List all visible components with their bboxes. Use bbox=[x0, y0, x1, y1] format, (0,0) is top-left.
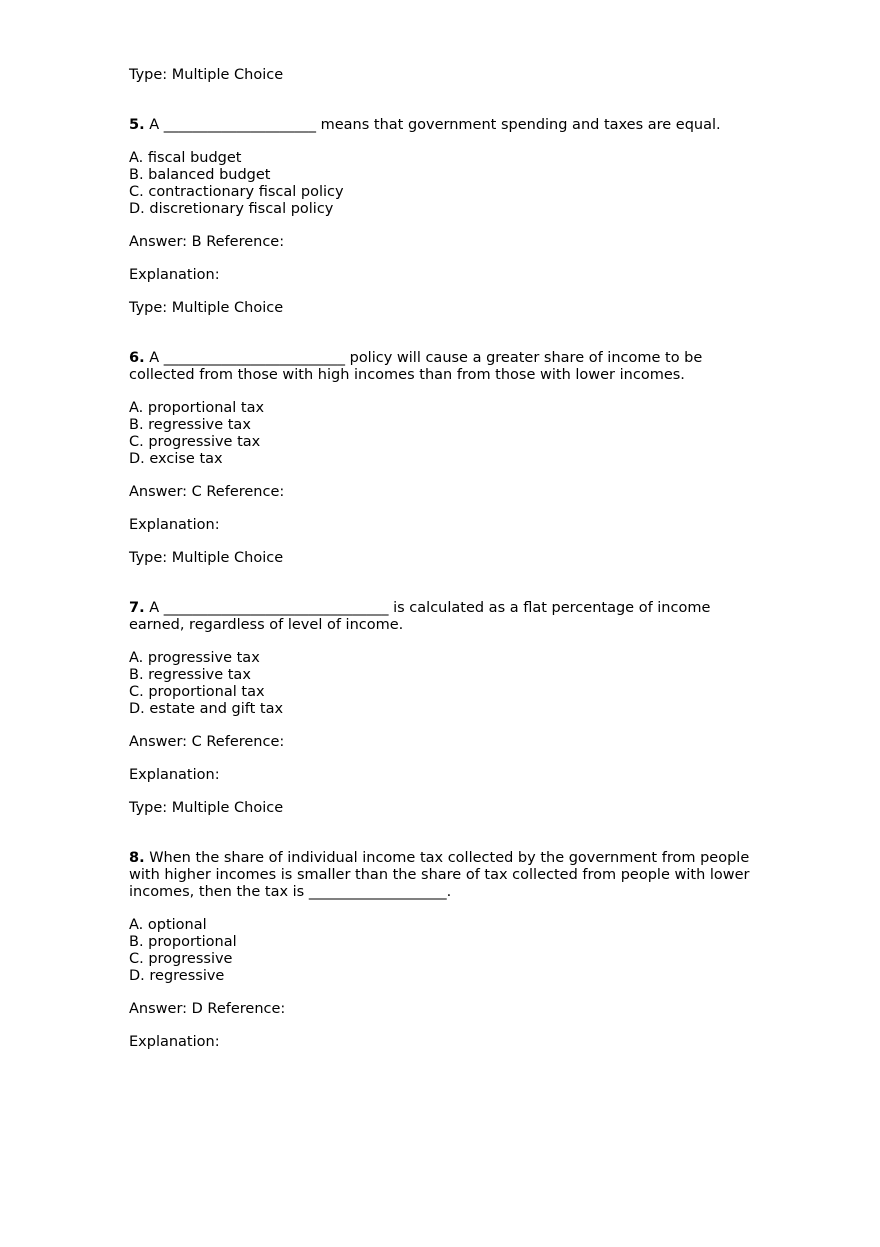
option-b: B. proportional bbox=[129, 934, 237, 950]
option-c: C. progressive tax bbox=[129, 434, 261, 450]
stem-after: means that government spending and taxes are equal. bbox=[316, 117, 721, 133]
question-type-label: Type: Multiple Choice bbox=[129, 67, 284, 83]
explanation-line: Explanation: bbox=[129, 267, 220, 283]
answer-line: Answer: C Reference: bbox=[129, 484, 285, 500]
option-b: B. balanced budget bbox=[129, 167, 271, 183]
option-d: D. discretionary fiscal policy bbox=[129, 201, 334, 217]
option-c: C. proportional tax bbox=[129, 684, 265, 700]
explanation-line: Explanation: bbox=[129, 1034, 220, 1050]
question-7 bbox=[129, 600, 759, 817]
question-type-label: Type: Multiple Choice bbox=[129, 550, 284, 566]
option-a: A. optional bbox=[129, 917, 207, 933]
option-list bbox=[129, 400, 759, 468]
question-stem bbox=[129, 850, 759, 901]
option-b: B. regressive tax bbox=[129, 667, 251, 683]
question-5 bbox=[129, 117, 759, 317]
option-b: B. regressive tax bbox=[129, 417, 251, 433]
stem-before: A bbox=[144, 600, 164, 616]
option-list bbox=[129, 650, 759, 718]
document-page bbox=[129, 67, 759, 1051]
stem-before: A bbox=[144, 117, 164, 133]
explanation-line: Explanation: bbox=[129, 517, 220, 533]
option-a: A. proportional tax bbox=[129, 400, 265, 416]
explanation-line: Explanation: bbox=[129, 767, 220, 783]
question-number: 7. bbox=[129, 600, 145, 616]
question-stem bbox=[129, 117, 759, 134]
option-list bbox=[129, 917, 759, 985]
question-8 bbox=[129, 850, 759, 1051]
option-c: C. progressive bbox=[129, 951, 233, 967]
question-stem bbox=[129, 350, 759, 384]
question-6 bbox=[129, 350, 759, 567]
option-a: A. progressive tax bbox=[129, 650, 260, 666]
stem-after: policy will cause a greater share of income to be collected from those with high incomes than from those with lower incomes. bbox=[129, 350, 703, 383]
question-number: 5. bbox=[129, 117, 145, 133]
option-c: C. contractionary fiscal policy bbox=[129, 184, 344, 200]
answer-line: Answer: C Reference: bbox=[129, 734, 285, 750]
option-list bbox=[129, 150, 759, 218]
question-type-label: Type: Multiple Choice bbox=[129, 300, 284, 316]
option-d: D. excise tax bbox=[129, 451, 223, 467]
stem-after: . bbox=[446, 884, 452, 900]
question-number: 6. bbox=[129, 350, 145, 366]
question-stem bbox=[129, 600, 759, 634]
answer-blank: _______________________________ bbox=[163, 600, 389, 616]
answer-blank: _____________________ bbox=[163, 117, 316, 133]
question-number: 8. bbox=[129, 850, 145, 866]
stem-after: is calculated as a flat percentage of income earned, regardless of level of income. bbox=[129, 600, 711, 633]
answer-line: Answer: B Reference: bbox=[129, 234, 285, 250]
answer-blank: _________________________ bbox=[163, 350, 345, 366]
stem-before: When the share of individual income tax collected by the government from people with higher incomes is smaller than the share of tax collected from people with lower incomes, then the tax is bbox=[129, 850, 750, 900]
question-type-label: Type: Multiple Choice bbox=[129, 800, 284, 816]
option-d: D. estate and gift tax bbox=[129, 701, 284, 717]
answer-line: Answer: D Reference: bbox=[129, 1001, 286, 1017]
option-a: A. fiscal budget bbox=[129, 150, 242, 166]
stem-before: A bbox=[144, 350, 164, 366]
answer-blank: ___________________ bbox=[308, 884, 447, 900]
option-d: D. regressive bbox=[129, 968, 225, 984]
